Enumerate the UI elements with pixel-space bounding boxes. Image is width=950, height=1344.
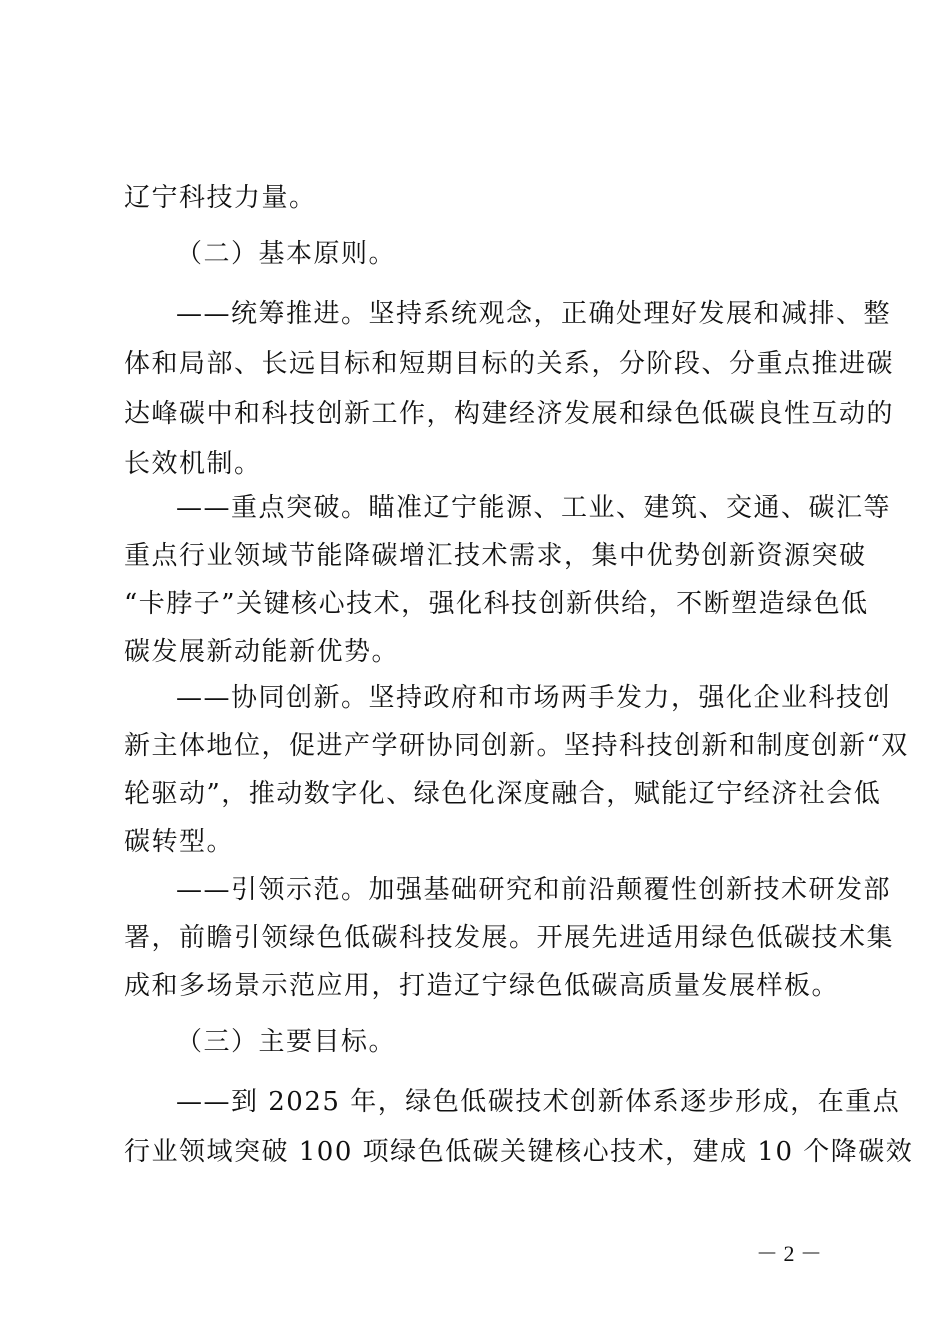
text-line: 体和局部、长远目标和短期目标的关系，分阶段、分重点推进碳 [124,349,895,379]
text-line: 轮驱动”，推动数字化、绿色化深度融合，赋能辽宁经济社会低 [124,779,882,809]
text-line: ——协同创新。坚持政府和市场两手发力，强化企业科技创 [176,683,892,713]
text-line: 碳发展新动能新优势。 [124,637,400,667]
text-line: 成和多场景示范应用，打造辽宁绿色低碳高质量发展样板。 [124,971,840,1001]
page-number: － 2 － [755,1241,822,1266]
text-line: 碳转型。 [124,827,235,857]
section-heading: （二）基本原则。 [176,239,397,269]
text-line: “卡脖子”关键核心技术，强化科技创新供给，不断塑造绿色低 [124,589,869,619]
text-line: ——引领示范。加强基础研究和前沿颠覆性创新技术研发部 [176,875,892,905]
text-line: 新主体地位，促进产学研协同创新。坚持科技创新和制度创新“双 [124,731,909,761]
text-line: ——到 2025 年，绿色低碳技术创新体系逐步形成，在重点 [176,1087,901,1117]
text-line: 署，前瞻引领绿色低碳科技发展。开展先进适用绿色低碳技术集 [124,923,895,953]
text-line: ——统筹推进。坚持系统观念，正确处理好发展和减排、整 [176,299,892,329]
text-line: 长效机制。 [124,449,262,479]
text-line: 重点行业领域节能降碳增汇技术需求，集中优势创新资源突破 [124,541,867,571]
section-heading: （三）主要目标。 [176,1027,397,1057]
text-line: ——重点突破。瞄准辽宁能源、工业、建筑、交通、碳汇等 [176,493,892,523]
text-line: 辽宁科技力量。 [124,183,317,213]
text-line: 达峰碳中和科技创新工作，构建经济发展和绿色低碳良性互动的 [124,399,895,429]
text-line: 行业领域突破 100 项绿色低碳关键核心技术，建成 10 个降碳效 [124,1137,914,1167]
